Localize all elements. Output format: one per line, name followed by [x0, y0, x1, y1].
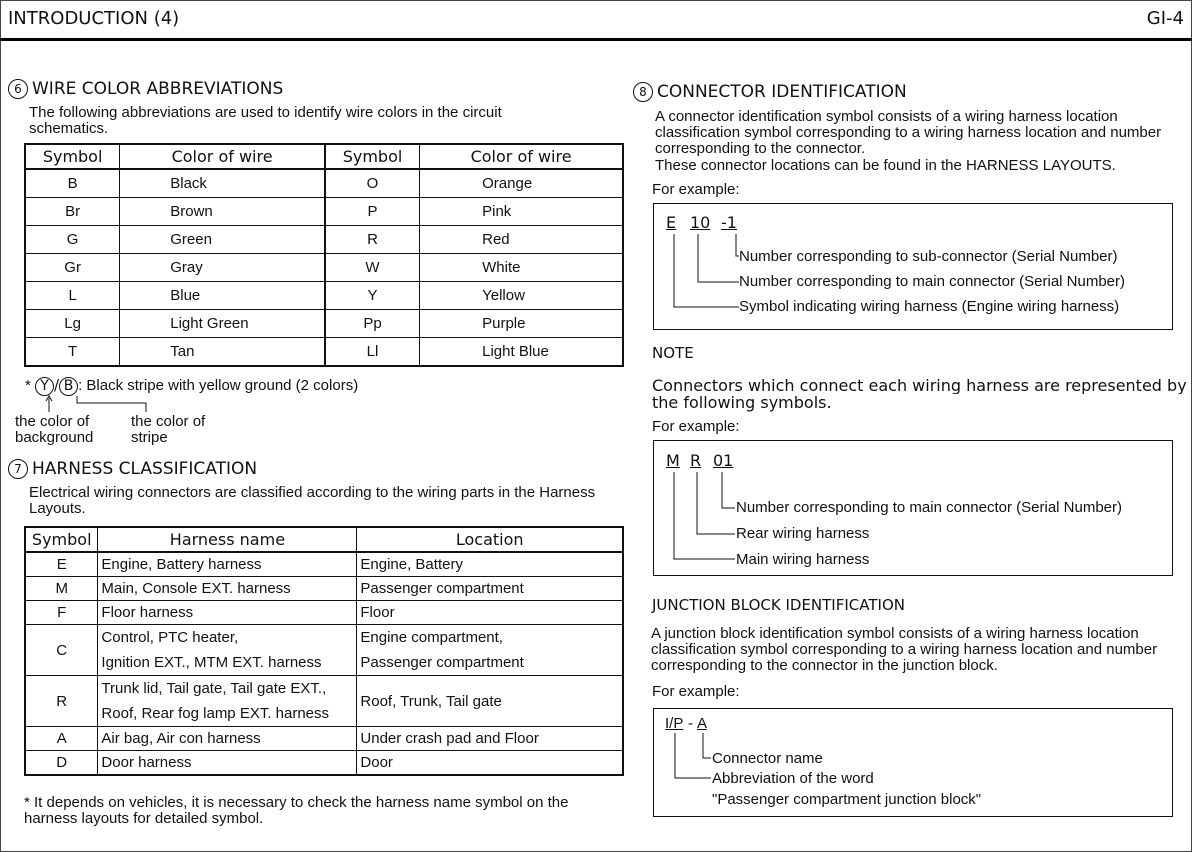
color-cell: Tan — [120, 338, 325, 367]
location-cell: Roof, Trunk, Tail gate — [357, 676, 623, 727]
column-header: Color of wire — [120, 144, 325, 169]
name-line: Control, PTC heater, — [101, 629, 239, 646]
connector-title-text: CONNECTOR IDENTIFICATION — [657, 82, 907, 102]
example-code-part: A — [697, 715, 708, 732]
for-example-label: For example: — [652, 683, 740, 700]
example-label: Number corresponding to main connector (Serial Number) — [736, 499, 1123, 516]
color-cell: Green — [120, 226, 325, 254]
harness-title-text: HARNESS CLASSIFICATION — [32, 459, 258, 479]
color-cell: Orange — [420, 169, 623, 198]
name-cell: Floor harness — [98, 601, 357, 625]
symbol-cell: R — [25, 676, 98, 727]
example-label: "Passenger compartment junction block" — [712, 791, 982, 808]
color-cell: Light Green — [120, 310, 325, 338]
color-cell: Yellow — [420, 282, 623, 310]
color-cell: Pink — [420, 198, 623, 226]
example-code-part: I/P — [665, 715, 684, 732]
connector-intro-2: These connector locations can be found in the HARNESS LAYOUTS. — [655, 157, 1116, 174]
column-header: Location — [357, 527, 623, 552]
background-label: the color of background — [15, 413, 94, 446]
symbol-cell: W — [325, 254, 420, 282]
note-text-line-2: the following symbols. — [652, 393, 832, 412]
color-cell: Light Blue — [420, 338, 623, 367]
stripe-label: the color of stripe — [131, 413, 206, 446]
example-code-part: R — [690, 451, 702, 470]
name-cell: Air bag, Air con harness — [98, 727, 357, 751]
connector-intro: A connector identification symbol consists of a wiring harness location classification symbol corresponding to a wiring harness location and number corresponding to the connector. — [655, 108, 1162, 157]
symbol-cell: O — [325, 169, 420, 198]
symbol-cell: Y — [325, 282, 420, 310]
example-label: Number corresponding to sub-connector (Serial Number) — [739, 248, 1118, 265]
page-title: INTRODUCTION (4) — [8, 8, 180, 29]
symbol-cell: R — [325, 226, 420, 254]
location-line: Passenger compartment — [360, 654, 524, 671]
location-cell: Under crash pad and Floor — [357, 727, 623, 751]
slash: / — [54, 376, 60, 394]
symbol-cell: B — [25, 169, 120, 198]
note-title: NOTE — [652, 344, 694, 362]
name-line: Trunk lid, Tail gate, Tail gate EXT., — [101, 680, 327, 697]
example-code-part: 10 — [690, 213, 711, 232]
color-cell: Red — [420, 226, 623, 254]
location-cell: Engine, Battery — [357, 552, 623, 577]
junction-title: JUNCTION BLOCK IDENTIFICATION — [652, 596, 905, 614]
junction-text: A junction block identification symbol consists of a wiring harness location classification symbol corresponding to a wiring harness location and number corresponding to the connector in the junction block. — [651, 625, 1158, 674]
section-number-badge: 6 — [8, 79, 28, 99]
symbol-cell: L — [25, 282, 120, 310]
symbol-cell: F — [25, 601, 98, 625]
name-cell: Engine, Battery harness — [98, 552, 357, 577]
column-header: Symbol — [25, 144, 120, 169]
name-line: Ignition EXT., MTM EXT. harness — [101, 654, 322, 671]
symbol-cell: M — [25, 577, 98, 601]
section-number-badge: 8 — [633, 82, 653, 102]
wire-intro: The following abbreviations are used to identify wire colors in the circuit schematics. — [29, 104, 502, 137]
example-label: Connector name — [712, 750, 823, 767]
color-cell: Purple — [420, 310, 623, 338]
name-cell: Door harness — [98, 751, 357, 776]
wire-title-text: WIRE COLOR ABBREVIATIONS — [32, 79, 284, 99]
background-color-circle: Y — [35, 377, 54, 396]
symbol-cell: E — [25, 552, 98, 577]
column-header: Symbol — [25, 527, 98, 552]
section-number-badge: 7 — [8, 459, 28, 479]
symbol-cell: A — [25, 727, 98, 751]
note-text-line-1: Connectors which connect each wiring harness are represented by — [652, 378, 1187, 394]
example-label: Symbol indicating wiring harness (Engine wiring harness) — [739, 298, 1120, 315]
example-code-part: 01 — [713, 451, 734, 470]
column-header: Symbol — [325, 144, 420, 169]
symbol-cell: Lg — [25, 310, 120, 338]
color-cell: White — [420, 254, 623, 282]
example-label: Rear wiring harness — [736, 525, 870, 542]
color-cell: Brown — [120, 198, 325, 226]
color-cell: Blue — [120, 282, 325, 310]
symbol-cell: P — [325, 198, 420, 226]
symbol-cell: C — [25, 625, 98, 676]
example-code-dash: - — [688, 715, 693, 732]
name-cell: Main, Console EXT. harness — [98, 577, 357, 601]
color-cell: Black — [120, 169, 325, 198]
location-cell: Passenger compartment — [357, 577, 623, 601]
column-header: Harness name — [98, 527, 357, 552]
symbol-cell: Br — [25, 198, 120, 226]
symbol-cell: Gr — [25, 254, 120, 282]
asterisk: * — [25, 377, 31, 394]
symbol-cell: Pp — [325, 310, 420, 338]
for-example-label: For example: — [652, 181, 740, 198]
symbol-cell: G — [25, 226, 120, 254]
example-label: Abbreviation of the word — [712, 770, 874, 787]
symbol-cell: T — [25, 338, 120, 367]
example-code-part: -1 — [721, 213, 737, 232]
column-header: Color of wire — [420, 144, 623, 169]
location-line: Engine compartment, — [360, 629, 503, 646]
harness-intro: Electrical wiring connectors are classified according to the wiring parts in the Harness Layouts. — [29, 484, 596, 517]
example-code-part: E — [666, 213, 677, 232]
location-cell: Floor — [357, 601, 623, 625]
name-line: Roof, Rear fog lamp EXT. harness — [101, 705, 330, 722]
example-code-part: M — [666, 451, 680, 470]
for-example-label: For example: — [652, 418, 740, 435]
location-cell: Door — [357, 751, 623, 776]
harness-footnote: * It depends on vehicles, it is necessary to check the harness name symbol on the harness layouts for detailed symbol. — [24, 794, 569, 827]
page-code: GI-4 — [1146, 8, 1184, 29]
stripe-note-text: : Black stripe with yellow ground (2 colors) — [78, 377, 359, 394]
example-label: Main wiring harness — [736, 551, 870, 568]
color-cell: Gray — [120, 254, 325, 282]
stripe-color-circle: B — [59, 377, 78, 396]
example-label: Number corresponding to main connector (Serial Number) — [739, 273, 1126, 290]
symbol-cell: D — [25, 751, 98, 776]
symbol-cell: Ll — [325, 338, 420, 367]
